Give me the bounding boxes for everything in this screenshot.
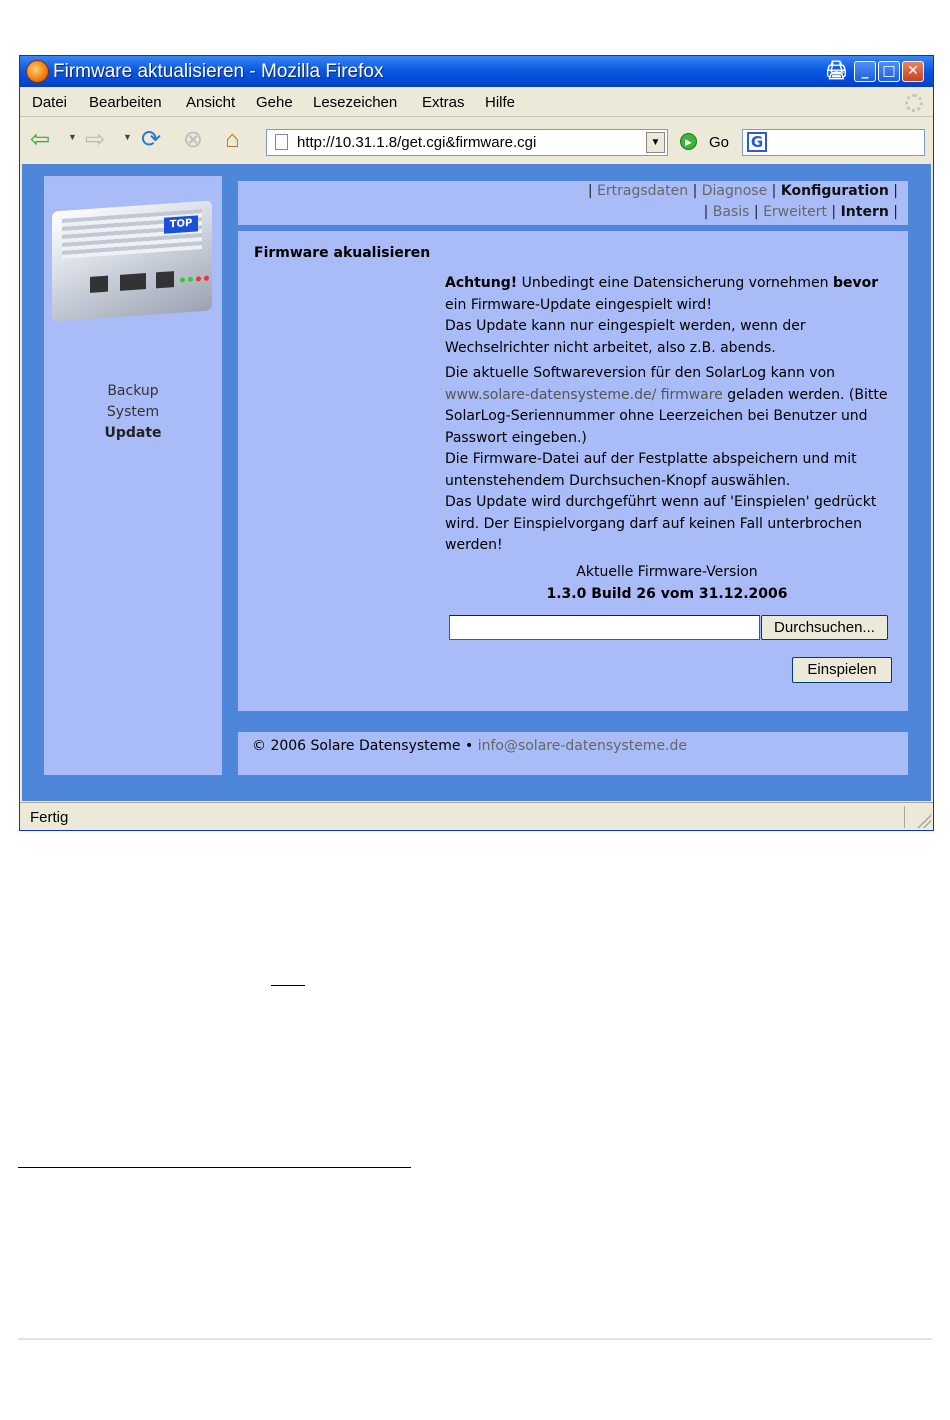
- menu-bar: [20, 87, 933, 117]
- page-title: Firmware akualisieren: [254, 245, 431, 261]
- warning-paragraph: [445, 273, 895, 359]
- address-bar[interactable]: [266, 129, 668, 156]
- nav-separator: |: [831, 204, 837, 220]
- status-divider: [904, 806, 905, 828]
- tab-diagnose[interactable]: Diagnose: [701, 183, 768, 199]
- device-led: [196, 276, 201, 281]
- main-panel: [238, 231, 908, 711]
- apply-firmware-button[interactable]: Einspielen: [792, 657, 892, 683]
- tab-ertragsdaten[interactable]: Ertragsdaten: [597, 183, 689, 199]
- warning-emphasis: bevor: [832, 275, 879, 291]
- menu-ansicht[interactable]: Ansicht: [186, 94, 236, 111]
- nav-separator: |: [587, 183, 593, 199]
- page-document-icon: [275, 134, 288, 150]
- close-button[interactable]: ✕: [902, 61, 924, 82]
- nav-separator: |: [893, 183, 898, 199]
- nav-separator: |: [771, 183, 777, 199]
- top-nav-row-sub: [704, 204, 898, 220]
- page-divider: [18, 1338, 932, 1340]
- maximize-button[interactable]: □: [878, 61, 900, 82]
- top-nav-row-main: [588, 183, 898, 199]
- inverter-note: Das Update kann nur eingespielt werden, wenn der Wechselrichter nicht arbeitet, also z.B. abends.: [445, 318, 806, 356]
- document-rule-short: [271, 985, 305, 986]
- tab-konfiguration[interactable]: Konfiguration: [780, 183, 889, 199]
- sidebar-item-system[interactable]: System: [106, 404, 160, 420]
- footer-text: [252, 738, 687, 754]
- address-url[interactable]: http://10.31.1.8/get.cgi&firmware.cgi: [297, 134, 537, 151]
- menu-gehe[interactable]: Gehe: [256, 94, 293, 111]
- download-text-end: geladen werden. (Bitte SolarLog-Seriennummer ohne Leerzeichen bei Benutzer und Passwort eingeben.): [445, 386, 888, 446]
- menu-bearbeiten[interactable]: Bearbeiten: [89, 94, 162, 111]
- status-text: Fertig: [30, 809, 69, 826]
- print-icon[interactable]: 🖨: [825, 60, 848, 81]
- forward-arrow-icon[interactable]: ⇨: [85, 126, 106, 153]
- status-bar: [20, 802, 933, 830]
- browser-window: [19, 55, 934, 831]
- search-engine-icon[interactable]: G: [747, 132, 767, 152]
- footnote-separator: [18, 1167, 411, 1168]
- solarlog-device-image: [52, 200, 212, 321]
- menu-extras[interactable]: Extras: [422, 94, 465, 111]
- forward-dropdown-icon[interactable]: ▼: [123, 132, 132, 142]
- browse-button[interactable]: Durchsuchen...: [761, 615, 888, 640]
- window-title: Firmware aktualisieren - Mozilla Firefox: [53, 61, 384, 82]
- web-content: [22, 164, 931, 801]
- nav-separator: |: [703, 204, 709, 220]
- top-logo: TOP: [164, 215, 198, 233]
- page-footer: [238, 732, 908, 775]
- reload-icon[interactable]: ⟳: [141, 126, 162, 153]
- firefox-logo-icon: [26, 60, 49, 83]
- title-bar: [20, 56, 933, 87]
- device-port: [120, 273, 146, 291]
- nav-separator: |: [692, 183, 698, 199]
- back-dropdown-icon[interactable]: ▼: [68, 132, 77, 142]
- address-history-dropdown[interactable]: ▼: [646, 132, 665, 153]
- apply-note: Das Update wird durchgeführt wenn auf 'Einspielen' gedrückt wird. Der Einspielvorgang darf auf keinen Fall unterbrochen werden!: [445, 494, 877, 553]
- minimize-button[interactable]: _: [854, 61, 876, 82]
- tab-erweitert[interactable]: Erweitert: [763, 204, 827, 220]
- copyright-text: © 2006 Solare Datensysteme •: [252, 738, 478, 754]
- device-port: [156, 271, 174, 288]
- menu-datei[interactable]: Datei: [32, 94, 68, 111]
- home-icon[interactable]: ⌂: [225, 126, 240, 153]
- back-arrow-icon[interactable]: ⇦: [30, 126, 51, 153]
- go-arrow-icon[interactable]: ▶: [680, 133, 697, 150]
- activity-throbber-icon: [905, 94, 923, 112]
- resize-grip-icon[interactable]: [917, 814, 931, 828]
- instructions-text: [445, 273, 895, 561]
- device-led: [188, 277, 193, 282]
- warning-text-end: ein Firmware-Update eingespielt wird!: [445, 296, 712, 313]
- version-label: Aktuelle Firmware-Version: [576, 564, 758, 580]
- warning-label: Achtung!: [445, 275, 518, 291]
- search-box[interactable]: [742, 129, 925, 156]
- firmware-link[interactable]: www.solare-datensysteme.de/ firmware: [445, 386, 723, 403]
- sidebar-item-backup[interactable]: Backup: [107, 383, 159, 399]
- tab-basis[interactable]: Basis: [712, 204, 750, 220]
- page-sidebar: [44, 176, 222, 775]
- warning-text: Unbedingt eine Datensicherung vornehmen: [517, 275, 833, 291]
- nav-separator: |: [893, 204, 898, 220]
- nav-separator: |: [753, 204, 759, 220]
- version-value: 1.3.0 Build 26 vom 31.12.2006: [546, 585, 788, 602]
- save-file-note: Die Firmware-Datei auf der Festplatte abspeichern und mit untenstehendem Durchsuchen-Knopf auswählen.: [445, 451, 857, 489]
- menu-lesezeichen[interactable]: Lesezeichen: [313, 94, 398, 111]
- navigation-toolbar: [20, 118, 933, 162]
- device-led: [204, 276, 209, 281]
- version-block: [445, 562, 889, 605]
- download-text: Die aktuelle Softwareversion für den SolarLog kann von: [445, 365, 836, 381]
- firmware-file-input[interactable]: [449, 615, 760, 640]
- sidebar-item-update[interactable]: Update: [104, 425, 162, 441]
- download-paragraph: [445, 363, 895, 557]
- stop-icon[interactable]: ⊗: [183, 126, 204, 153]
- top-navigation: [238, 181, 908, 225]
- menu-hilfe[interactable]: Hilfe: [485, 94, 516, 111]
- tab-intern[interactable]: Intern: [840, 204, 889, 220]
- device-port: [90, 276, 108, 293]
- sidebar-nav: [44, 381, 222, 444]
- contact-email-link[interactable]: info@solare-datensysteme.de: [477, 738, 688, 754]
- device-led: [180, 277, 185, 282]
- go-button[interactable]: Go: [709, 134, 730, 151]
